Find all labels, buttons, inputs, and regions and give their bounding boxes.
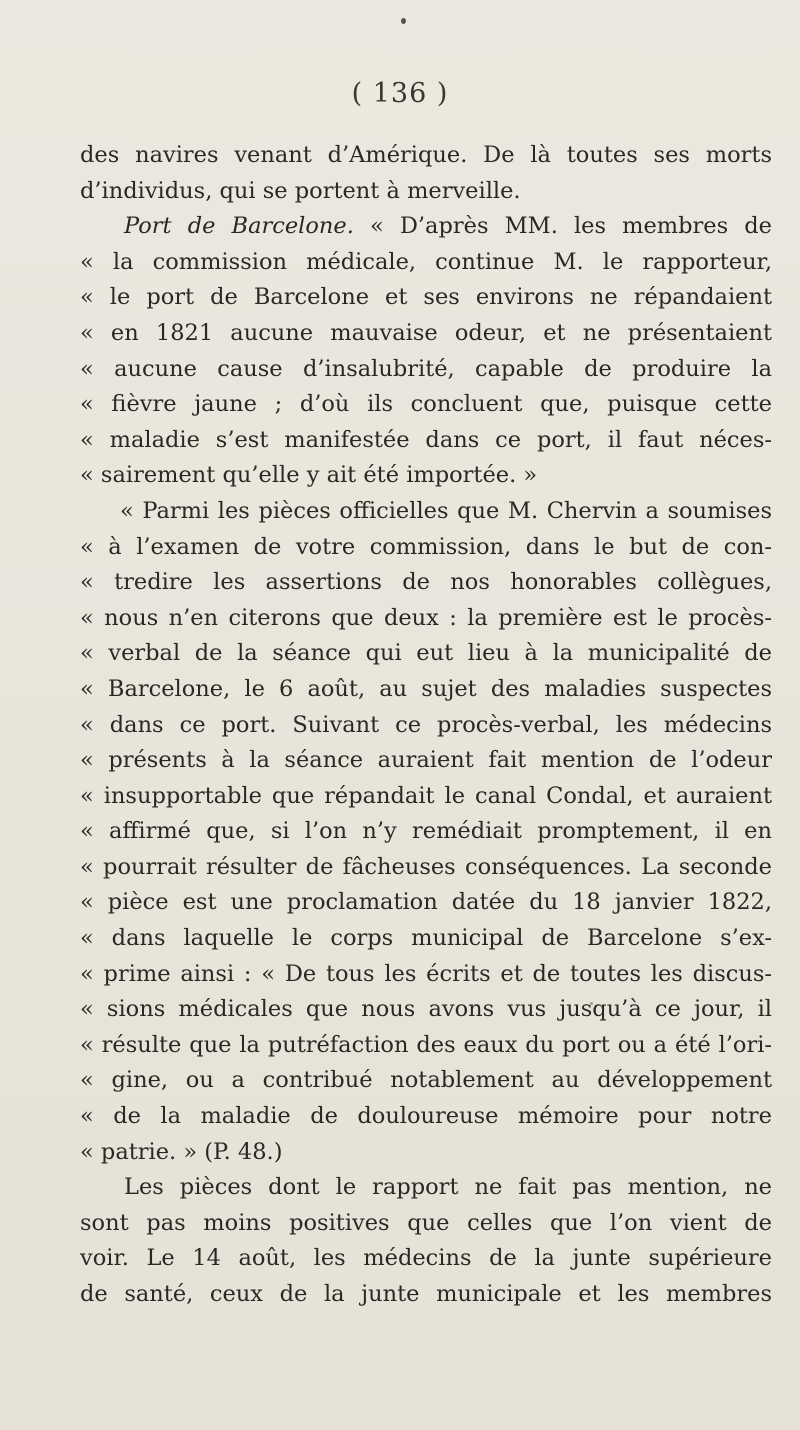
line-text: « pourrait résulter de fâcheuses conséquences. La seconde bbox=[80, 853, 772, 880]
line-text: « en 1821 aucune mauvaise odeur, et ne présentaient bbox=[80, 319, 772, 346]
line-text: « nous n’en citerons que deux : la première est le procès- bbox=[80, 604, 772, 631]
line-text: « patrie. » (P. 48.) bbox=[80, 1138, 283, 1165]
text-line bbox=[80, 885, 772, 921]
text-line bbox=[80, 1206, 772, 1242]
text-line bbox=[80, 779, 772, 815]
text-line bbox=[80, 992, 772, 1028]
line-text: « D’après MM. les membres de bbox=[353, 213, 772, 240]
text-line bbox=[80, 814, 772, 850]
text-line bbox=[80, 743, 772, 779]
section-heading: Port de Barcelone. bbox=[124, 213, 354, 240]
line-text: « sions médicales que nous avons vus jusqu’à ce jour, il bbox=[80, 996, 772, 1023]
line-text: « insupportable que répandait le canal Condal, et auraient bbox=[80, 782, 772, 809]
line-text: « dans laquelle le corps municipal de Barcelone s’ex- bbox=[80, 925, 772, 952]
line-text: « maladie s’est manifestée dans ce port, il faut néces- bbox=[80, 426, 772, 453]
body-text bbox=[80, 138, 772, 1313]
line-text: « affirmé que, si l’on n’y remédiait promptement, il en bbox=[80, 818, 772, 845]
line-text: « de la maladie de douloureuse mémoire pour notre bbox=[80, 1103, 772, 1130]
line-text: voir. Le 14 août, les médecins de la junte supérieure bbox=[80, 1245, 772, 1272]
text-line bbox=[80, 387, 772, 423]
line-text: « verbal de la séance qui eut lieu à la municipalité de bbox=[80, 640, 772, 667]
line-text: « tredire les assertions de nos honorables collègues, bbox=[80, 569, 772, 596]
line-text: « fièvre jaune ; d’où ils concluent que, puisque cette bbox=[80, 391, 772, 418]
line-text: de santé, ceux de la junte municipale et les membres bbox=[80, 1281, 772, 1307]
text-line bbox=[80, 708, 772, 744]
text-line bbox=[80, 352, 772, 388]
line-text: « le port de Barcelone et ses environs ne répandaient bbox=[80, 284, 772, 311]
text-line bbox=[80, 921, 772, 957]
text-line bbox=[80, 672, 772, 708]
text-line bbox=[80, 565, 772, 601]
line-text: « gine, ou a contribué notablement au développement bbox=[80, 1067, 772, 1094]
line-text: des navires venant d’Amérique. De là toutes ses morts bbox=[80, 142, 772, 168]
text-line bbox=[80, 280, 772, 316]
text-line bbox=[80, 1099, 772, 1135]
text-line bbox=[80, 1170, 772, 1206]
line-text: « prime ainsi : « De tous les écrits et de toutes les discus- bbox=[80, 960, 772, 987]
text-line bbox=[80, 209, 772, 245]
line-text: Les pièces dont le rapport ne fait pas mention, ne bbox=[124, 1174, 772, 1201]
line-text: « présents à la séance auraient fait mention de l’odeur bbox=[80, 747, 772, 774]
text-line bbox=[80, 850, 772, 886]
text-line bbox=[80, 1241, 772, 1277]
text-line bbox=[80, 957, 772, 993]
text-line bbox=[80, 1135, 772, 1171]
line-text: « aucune cause d’insalubrité, capable de produire la bbox=[80, 355, 772, 382]
text-line bbox=[80, 174, 772, 210]
ink-speck bbox=[401, 18, 406, 24]
text-line bbox=[80, 138, 772, 174]
line-text: « Barcelone, le 6 août, au sujet des maladies suspectes bbox=[80, 675, 772, 702]
text-line bbox=[80, 316, 772, 352]
text-line bbox=[80, 601, 772, 637]
text-line bbox=[80, 458, 772, 494]
text-line bbox=[80, 245, 772, 281]
text-line bbox=[80, 423, 772, 459]
line-text: sont pas moins positives que celles que l’on vient de bbox=[80, 1209, 772, 1236]
line-text: « résulte que la putréfaction des eaux du port ou a été l’ori- bbox=[80, 1031, 772, 1058]
text-line bbox=[80, 1063, 772, 1099]
text-line bbox=[80, 530, 772, 566]
text-line bbox=[80, 636, 772, 672]
page-number: ( 136 ) bbox=[351, 78, 449, 109]
line-text: d’individus, qui se portent à merveille. bbox=[80, 177, 521, 204]
text-line bbox=[80, 1277, 772, 1313]
line-text: « Parmi les pièces officielles que M. Chervin a soumises bbox=[120, 497, 772, 524]
line-text: « la commission médicale, continue M. le rapporteur, bbox=[80, 248, 772, 275]
text-line bbox=[80, 1028, 772, 1064]
line-text: « pièce est une proclamation datée du 18 janvier 1822, bbox=[80, 889, 772, 916]
line-text: « dans ce port. Suivant ce procès-verbal, les médecins bbox=[80, 711, 772, 738]
line-text: « sairement qu’elle y ait été importée. » bbox=[80, 462, 538, 489]
line-text: « à l’examen de votre commission, dans le but de con- bbox=[80, 533, 772, 560]
text-line bbox=[80, 494, 772, 530]
